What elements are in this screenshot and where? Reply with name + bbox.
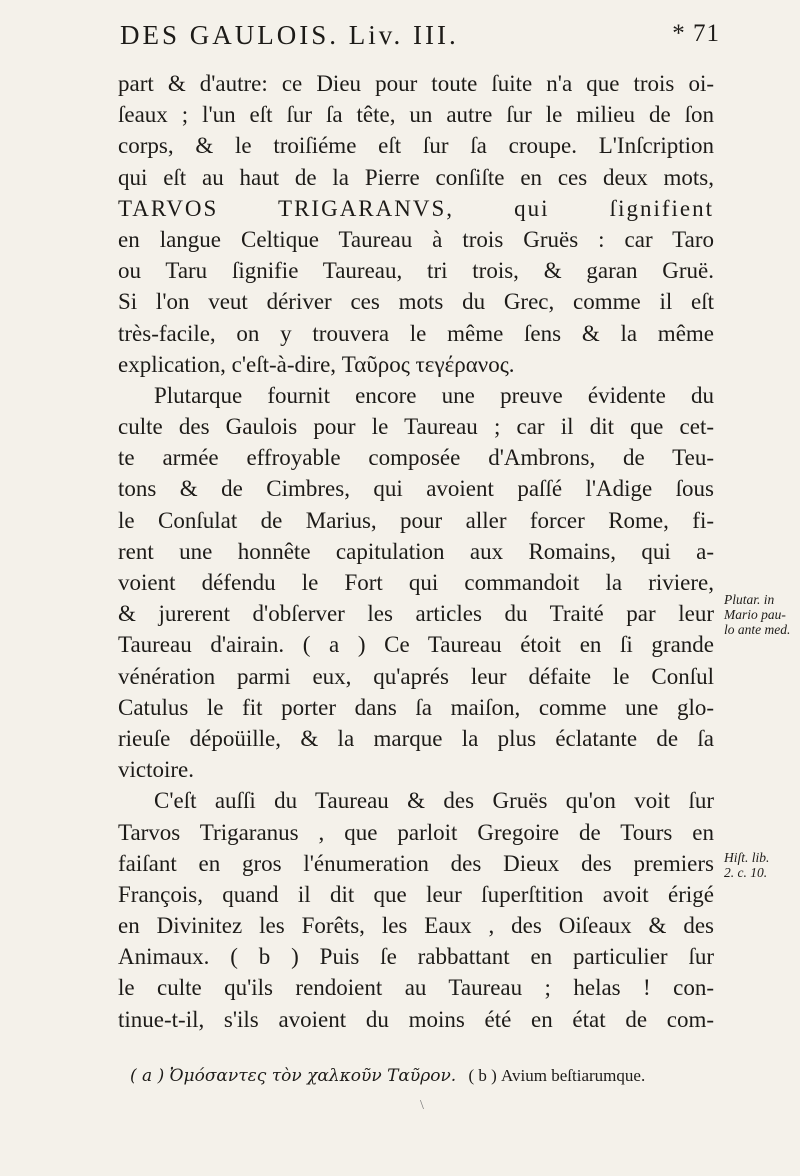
text-line: tons & de Cimbres, qui avoient paſſé l'Adige ſous xyxy=(118,476,714,502)
text-line: corps, & le troiſiéme eſt ſur ſa croupe. L'Inſcription xyxy=(118,133,714,159)
margin-note-line: Hiſt. lib. xyxy=(724,850,770,865)
text-line: Catulus le fit porter dans ſa maiſon, comme une glo- xyxy=(118,694,714,720)
text-line: explication, c'eſt-à-dire, Ταῦρος τεγέρανος. xyxy=(118,351,515,377)
text-line: François, quand il dit que leur ſuperſtition avoit érigé xyxy=(118,881,714,907)
text-line: qui eſt au haut de la Pierre conſiſte en ces deux mots, xyxy=(118,164,714,190)
text-line: Animaux. ( b ) Puis ſe rabbattant en particulier ſur xyxy=(118,944,714,970)
text-line: victoire. xyxy=(118,757,194,783)
margin-note-line: Plutar. in xyxy=(724,592,775,607)
text-line: très-facile, on y trouvera le même ſens & la même xyxy=(118,320,714,346)
text-line: voient défendu le Fort qui commandoit la riviere, xyxy=(118,570,714,595)
text-line: faiſant en gros l'énumeration des Dieux des premiers xyxy=(118,850,714,876)
text-line: Plutarque fournit encore une preuve évidente du xyxy=(154,382,714,408)
margin-note-line: 2. c. 10. xyxy=(724,865,768,880)
text-line: rent une honnête capitulation aux Romains, qui a- xyxy=(118,538,714,564)
margin-note-line: Mario pau- xyxy=(724,607,786,622)
text-line: en Divinitez les Forêts, les Eaux , des Oiſeaux & des xyxy=(118,913,714,939)
text-line: C'eſt auſſi du Taureau & des Gruës qu'on voit ſur xyxy=(154,788,714,814)
page-number: * 71 xyxy=(672,20,720,47)
text-line: ou Taru ſignifie Taureau, tri trois, & garan Gruë. xyxy=(118,258,714,284)
text-line: ſeaux ; l'un eſt ſur ſa tête, un autre ſur le milieu de ſon xyxy=(118,102,714,128)
margin-note-line: lo ante med. xyxy=(724,622,791,637)
footnotes xyxy=(130,1066,690,1086)
text-line: tinue-t-il, s'ils avoient du moins été en état de com- xyxy=(118,1006,714,1032)
text-line: rieuſe dépoüille, & la marque la plus éclatante de ſa xyxy=(118,725,714,751)
running-header xyxy=(120,20,720,51)
text-line: Tarvos Trigaranus , que parloit Gregoire de Tours en xyxy=(118,819,714,845)
text-line: le Conſulat de Marius, pour aller forcer Rome, fi- xyxy=(118,507,714,533)
text-line: en langue Celtique Taureau à trois Gruës : car Taro xyxy=(118,226,714,252)
footnote-b: ( b ) Avium beſtiarumque. xyxy=(468,1066,646,1085)
body-text xyxy=(118,68,714,1035)
text-line: te armée effroyable composée d'Ambrons, de Teu- xyxy=(118,445,714,471)
text-line: Taureau d'airain. ( a ) Ce Taureau étoit en ſi grande xyxy=(118,632,714,658)
text-line: part & d'autre: ce Dieu pour toute ſuite n'a que trois oi- xyxy=(118,71,714,96)
text-line: culte des Gaulois pour le Taureau ; car il dit que cet- xyxy=(118,414,714,440)
text-line: le culte qu'ils rendoient au Taureau ; helas ! con- xyxy=(118,975,714,1001)
signature-mark: \ xyxy=(420,1098,424,1113)
running-title: DES GAULOIS. Liv. III. xyxy=(120,20,459,50)
margin-note-plutarch xyxy=(724,592,800,637)
text-line: & jurerent d'obſerver les articles du Traité par leur xyxy=(118,601,714,627)
text-line: Si l'on veut dériver ces mots du Grec, comme il eſt xyxy=(118,289,714,315)
margin-note-gregory xyxy=(724,850,800,880)
text-line: vénération parmi eux, qu'aprés leur défaite le Conſul xyxy=(118,663,714,689)
text-line: TARVOS TRIGARANVS, qui ſignifient xyxy=(118,195,714,221)
footnote-a: ( a ) Ὀμόσαντες τὸν χαλκοῦν Ταῦρον. xyxy=(130,1066,457,1086)
